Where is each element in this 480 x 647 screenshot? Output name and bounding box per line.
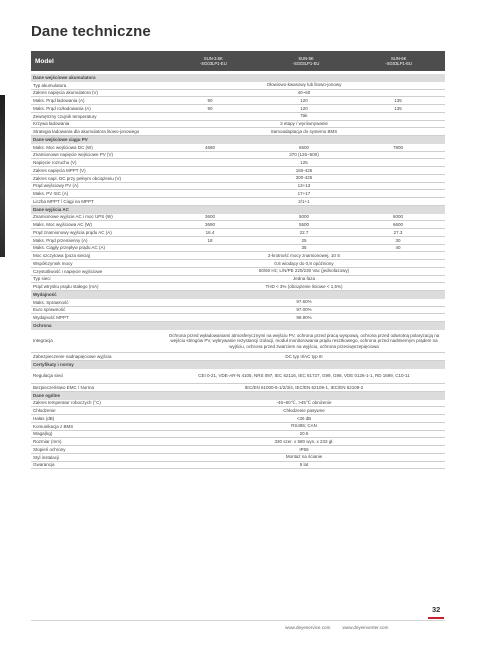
table-row [31,229,445,237]
section-header [31,291,445,299]
row-label: Strategia ładowania dla akumulatora litowo-jonowego [33,129,140,135]
row-value: 13+13 [297,183,311,189]
row-label: Stopień ochrony [33,446,66,452]
table-row [31,431,445,439]
table-row [31,128,445,136]
section-header [31,74,445,82]
table-row [31,400,445,408]
section-header [31,136,445,144]
row-value-model-2: 35 [301,245,307,251]
row-label: Zewnętrzny czujnik temperatury [33,113,97,119]
table-row [31,407,445,415]
row-value: 20.5 [299,431,309,437]
row-value-model-3: 7800 [392,144,403,150]
row-values [163,145,445,150]
section-title: Dane wejściowe akumulatora [33,75,96,81]
row-value-model-1: 3600 [204,214,215,220]
footer-urls [285,625,388,630]
row-label: Euro sprawność [33,307,66,313]
row-values [163,238,445,243]
section-title: Ochrona [33,323,52,329]
row-value: 0,8 wiodący do 0,8 opóźniony [274,260,334,266]
table-row [31,283,445,291]
row-value: <30 dB [296,415,312,421]
row-value: Ołowiowo-kwasowy lub litowo-jonowy [266,82,342,88]
row-label: Maks. Ciągły przepływ prądu AC (A) [33,245,106,251]
row-value: THD < 3% (obciążenie liniowe < 1,5%) [265,283,343,289]
section-title: Wydajność [33,292,57,298]
table-row [31,190,445,198]
row-value: Ochrona przed wyładowaniami atmosferycznymi na wejściu PV, ochrona przed pracą wyspową, ochrona przed odwrotną polaryzacją na wejściu stringów PV, wykrywanie rezystancji izolacji, moduł monitorowania prądu resztkowego, ochrona przed nadmiernym prądem na wyjściu, ochrona przed zwarciem na wyjściu, ochrona przeciwprzepięciowa [168,332,440,349]
table-row [31,330,445,353]
table-row [31,105,445,113]
row-value: 300-425 [295,175,313,181]
row-value-model-3: 27.3 [393,229,403,235]
row-label: Chłodzenie [33,408,56,414]
row-value-model-1: 90 [207,98,213,104]
row-value: IEC/EN 61000-6-1/2/3/4, IEC/EN 62109-1, IEC/EN 62109-2 [244,384,364,390]
row-value-model-1: 4680 [204,144,215,150]
table-row [31,353,445,361]
row-label: Maks. Sprawność [33,299,69,305]
row-label: Zakres napięcia akumulatora (V) [33,90,99,96]
row-label: Współczynnik mocy [33,260,73,266]
row-values [163,222,445,227]
row-value: 370 (125~500) [289,152,319,158]
row-value-model-2: 25 [301,237,307,243]
table-row [31,260,445,268]
row-value: DC typ II/AC typ III [285,353,323,359]
row-label: Bezpieczeństwo EMC / Norma [33,384,95,390]
row-label: Znamionowe wyjście AC i moc UPS (W) [33,214,113,220]
row-values [163,106,445,111]
spec-table [31,74,445,469]
row-value-model-1: 90 [207,105,213,111]
page-title: Dane techniczne [31,23,151,40]
row-value-model-1: 18 [207,237,213,243]
row-value: 50/60 Hz; L/N/PE 220/230 Vac (jednofazowy) [258,268,350,274]
row-label: Gwarancja [33,462,55,468]
row-value: Montaż na ścianie [285,454,323,460]
row-value: 330 szer. x 580 wys. x 233 gł. [274,438,334,444]
row-value: Jedna faza [292,276,316,282]
row-values [163,98,445,103]
row-value: RS485; CAN [291,423,317,429]
footer-divider [31,620,445,621]
table-row [31,438,445,446]
section-header [31,361,445,369]
row-value-model-3: 6600 [392,222,403,228]
row-label: Zabezpieczenie nadnapięciowe wyjścia [33,353,112,359]
table-row [31,167,445,175]
row-label: Liczba MPPT / Ciągi na MPPT [33,198,94,204]
row-label: Znamionowe napięcie wejściowe PV (V) [33,152,114,158]
table-row [31,90,445,98]
table-row [31,299,445,307]
section-header [31,322,445,330]
row-values [163,245,445,250]
table-row [31,245,445,253]
table-row [31,237,445,245]
row-label: Prąd wtrysku prądu stałego (mA) [33,284,99,290]
row-value: 2/1+1 [298,198,310,204]
footer-accent-mark [428,617,444,619]
table-row [31,384,445,392]
row-label: Zakres napi. DC przy pełnym obciążeniu (V) [33,175,122,181]
row-value-model-2: 5000 [298,214,309,220]
row-value: 97.60% [296,299,312,305]
row-values [163,214,445,219]
section-title: Dane wyjścia AC [33,207,69,213]
table-row [31,121,445,129]
row-value-model-3: 40 [395,245,401,251]
row-value-model-3: 135 [394,105,402,111]
row-label: Maks. Moc wyjściowa AC (W) [33,222,93,228]
row-value-model-2: 5500 [298,222,309,228]
row-label: Prąd wejściowy PV (A) [33,183,79,189]
section-header [31,206,445,214]
header-model-2: SUN-5K -SG03LP1-EU [292,56,320,66]
footer-url-inverter[interactable]: www.deyeinverter.com [342,625,389,630]
row-label: Maks. Prąd rozładowania (A) [33,105,91,111]
table-row [31,198,445,206]
section-title: Dane wejściowe ciągu PV [33,137,88,143]
section-title: Dane ogólne [33,393,61,399]
page-number: 32 [432,605,441,614]
table-header [31,51,445,71]
row-value: IP65 [299,446,309,452]
row-value: 3 etapy / wyrównywanie [280,121,328,127]
header-model-label: Model [35,57,54,65]
row-label: Regulacja sieci [33,373,64,379]
row-values [163,230,445,235]
row-value-model-3: 135 [394,98,402,104]
row-value: 150-425 [295,167,313,173]
table-row [31,152,445,160]
row-label: Waga(kg) [33,431,53,437]
row-label: Krzywa ładowania [33,121,70,127]
table-row [31,183,445,191]
row-label: Wydajność MPPT [33,315,69,321]
table-row [31,214,445,222]
table-row [31,276,445,284]
row-label: Zakres temperatur roboczych (°C) [33,400,101,406]
row-value: 5 lat [299,462,309,468]
row-value: Tak [300,113,308,119]
row-label: Napięcie rozruchu (V) [33,160,77,166]
row-value-model-2: 22.7 [299,229,309,235]
row-label: Hałas (dB) [33,415,55,421]
row-label: Maks. Moc wejściowa DC (W) [33,144,93,150]
left-edge-photo-strip [0,95,5,257]
table-row [31,314,445,322]
row-value: 40~60 [297,90,311,96]
row-value-model-3: 30 [395,237,401,243]
header-model-3: SUN-6K -SG03LP1-EU [385,56,413,66]
table-row [31,268,445,276]
table-row [31,454,445,462]
row-label: Maks. Prąd ładowania (A) [33,98,85,104]
header-model-1: SUN-3.6K -SG03LP1-EU [199,56,227,66]
row-value: -45~60℃, >45℃ obniżenie [276,400,332,406]
table-row [31,369,445,385]
row-value: 2-krotność mocy znamionowej, 10 S [267,252,341,258]
row-value-model-1: 16.4 [205,229,215,235]
row-value: 97.00% [296,307,312,313]
row-label: Zakres napięcia MPPT (V) [33,167,86,173]
section-header [31,392,445,400]
row-label: Rozmiar (mm) [33,439,62,445]
row-label: Maks. PV ISC (A) [33,191,69,197]
section-title: Certyfikaty i normy [33,362,74,368]
row-label: Typ sieci [33,276,51,282]
row-value: 17+17 [297,190,311,196]
row-value: 99.90% [296,314,312,320]
table-row [31,159,445,167]
row-value-model-2: 120 [300,105,308,111]
row-label: Maks. Prąd przemienny (A) [33,237,88,243]
table-row [31,423,445,431]
row-value: Samoadaptacja do systemu BMS [270,128,338,134]
row-label: Komunikacja z BMS [33,423,74,429]
row-label: Prąd znamionowy wyjścia prądu AC (A) [33,229,112,235]
table-row [31,252,445,260]
table-row [31,144,445,152]
table-row [31,415,445,423]
table-row [31,97,445,105]
row-label: Styl instalacji [33,454,60,460]
table-row [31,221,445,229]
row-label: Integracja [33,338,53,344]
row-label: Moc szczytowa (poza siecią) [33,253,91,259]
table-row [31,462,445,470]
row-value: Chłodzenie pasywne [283,407,325,413]
row-label: Częstotliwość i napięcie wyjściowe [33,268,103,274]
row-value-model-2: 120 [300,98,308,104]
table-row [31,446,445,454]
row-value-model-3: 6000 [392,214,403,220]
table-row [31,307,445,315]
row-value-model-1: 3690 [204,222,215,228]
table-row [31,175,445,183]
row-label: Typ akumulatora [33,82,67,88]
row-value-model-1 [163,245,257,250]
row-value: CEI 0-21, VDE-AR-N 4105, NRS 097, IEC 62116, IEC 61727, G99, G98, VDE 0126-1-1, RD 1699, C10-11 [198,373,410,378]
row-value-model-2: 6500 [298,144,309,150]
footer-url-service[interactable]: www.deyeservice.com [285,625,331,630]
table-row [31,82,445,90]
row-value: 125 [300,159,308,165]
table-row [31,113,445,121]
